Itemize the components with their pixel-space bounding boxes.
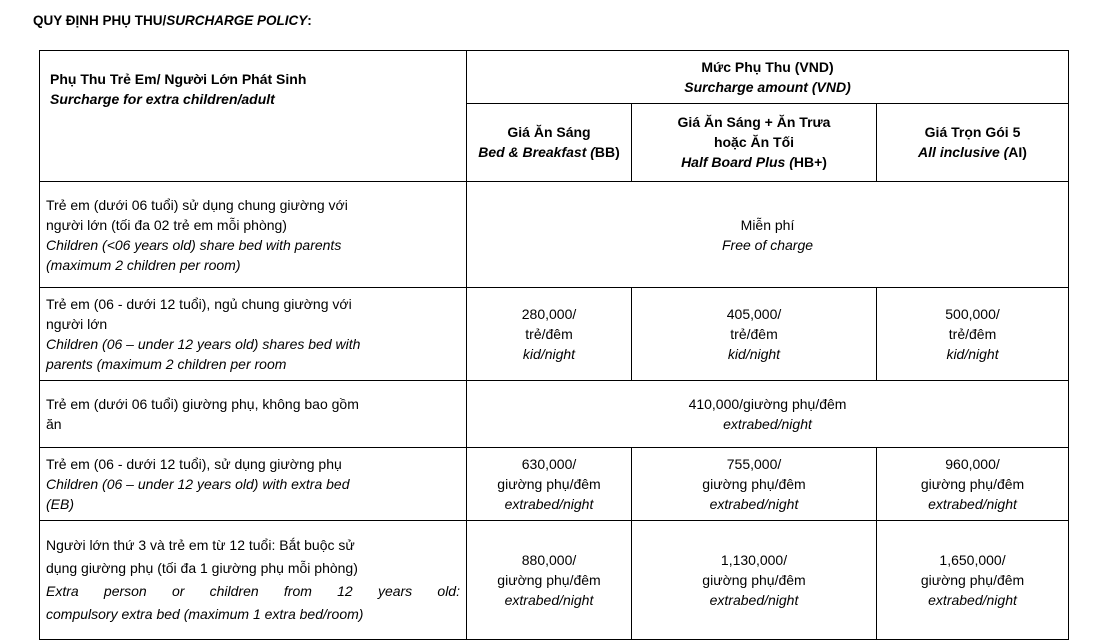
row-desc-vi-2: ăn bbox=[46, 416, 62, 433]
header-hb-en: Half Board Plus ( bbox=[681, 154, 794, 171]
price-unit-en: kid/night bbox=[727, 346, 781, 363]
row-description bbox=[40, 288, 467, 381]
header-hb-vi-1: Giá Ăn Sáng + Ăn Trưa bbox=[677, 114, 831, 131]
price-unit-en: extrabed/night bbox=[504, 495, 594, 512]
price-unit-en: extrabed/night bbox=[709, 495, 799, 512]
header-first-col-vi: Phụ Thu Trẻ Em/ Người Lớn Phát Sinh bbox=[50, 71, 307, 87]
title-en: SURCHARGE POLICY bbox=[166, 13, 308, 28]
price-unit-en: kid/night bbox=[946, 346, 999, 363]
row-desc-vi-1: Người lớn thứ 3 và trẻ em từ 12 tuổi: Bắt buộc sử bbox=[46, 536, 355, 553]
price-cell-bb bbox=[467, 288, 632, 381]
price-value: 630,000/ bbox=[521, 455, 577, 472]
header-bb-vi: Giá Ăn Sáng bbox=[507, 124, 591, 141]
price-unit-vi: giường phụ/đêm bbox=[920, 475, 1025, 492]
row-description bbox=[40, 381, 467, 448]
header-surcharge-amount bbox=[467, 51, 1069, 104]
price-value: 880,000/ bbox=[521, 551, 577, 568]
price-unit-en: extrabed/night bbox=[504, 591, 594, 608]
price-cell-hb bbox=[632, 520, 877, 639]
row-desc-vi-1: Trẻ em (06 - dưới 12 tuổi), ngủ chung giường với bbox=[46, 296, 352, 313]
header-hb-vi-2: hoặc Ăn Tối bbox=[713, 134, 795, 151]
header-hb-code: HB+) bbox=[793, 154, 827, 171]
price-value: 405,000/ bbox=[726, 306, 782, 323]
header-group-vi: Mức Phụ Thu (VND) bbox=[701, 58, 834, 75]
row-desc-vi-2: người lớn (tối đa 02 trẻ em mỗi phòng) bbox=[46, 216, 287, 233]
row-desc-en-2: (maximum 2 children per room) bbox=[46, 256, 241, 273]
header-first-col-en: Surcharge for extra children/adult bbox=[50, 91, 275, 107]
table-row bbox=[40, 288, 1069, 381]
price-cell-hb bbox=[632, 288, 877, 381]
table-row bbox=[40, 448, 1069, 521]
row-description bbox=[40, 182, 467, 288]
price-cell-ai bbox=[877, 288, 1069, 381]
page-title bbox=[33, 13, 312, 28]
row-desc-en-1: Extra person or children from 12 years old: bbox=[46, 582, 460, 599]
price-value: 280,000/ bbox=[521, 306, 577, 323]
row-description bbox=[40, 520, 467, 639]
price-unit-vi: giường phụ/đêm bbox=[702, 571, 806, 588]
price-unit-vi: giường phụ/đêm bbox=[920, 571, 1025, 588]
price-cell-bb bbox=[467, 448, 632, 521]
free-of-charge-vi: Miễn phí bbox=[740, 216, 795, 233]
table-row bbox=[40, 381, 1069, 448]
price-value: 1,130,000/ bbox=[720, 551, 788, 568]
price-unit-vi: trẻ/đêm bbox=[730, 326, 778, 343]
price-unit-en: extrabed/night bbox=[709, 591, 799, 608]
header-group-en: Surcharge amount (VND) bbox=[684, 78, 851, 95]
row-desc-en-2: compulsory extra bed (maximum 1 extra bed/room) bbox=[46, 605, 364, 622]
header-row-1 bbox=[40, 51, 1069, 104]
header-ai-code: AI) bbox=[1008, 144, 1027, 161]
row-desc-vi-2: dụng giường phụ (tối đa 1 giường phụ mỗi phòng) bbox=[46, 559, 358, 576]
price-unit-vi: giường phụ/đêm bbox=[497, 475, 601, 492]
price-unit-en: extrabed/night bbox=[928, 495, 1017, 512]
title-vi: QUY ĐỊNH PHỤ THU/ bbox=[33, 13, 167, 28]
extrabed-price-en: extrabed/night bbox=[723, 416, 812, 433]
price-unit-vi: giường phụ/đêm bbox=[497, 571, 601, 588]
row-desc-en-1: Children (06 – under 12 years old) shares bed with bbox=[46, 336, 361, 353]
row-desc-vi-1: Trẻ em (06 - dưới 12 tuổi), sử dụng giường phụ bbox=[46, 455, 342, 472]
row-desc-en-2: (EB) bbox=[46, 495, 74, 512]
header-ai-en: All inclusive ( bbox=[918, 144, 1009, 161]
price-cell-hb bbox=[632, 448, 877, 521]
row-merged-value bbox=[467, 381, 1069, 448]
price-value: 500,000/ bbox=[945, 306, 1000, 323]
table-row bbox=[40, 182, 1069, 288]
header-bb-en: Bed & Breakfast ( bbox=[478, 144, 595, 161]
price-unit-en: kid/night bbox=[522, 346, 576, 363]
free-of-charge-en: Free of charge bbox=[721, 236, 814, 253]
price-cell-ai bbox=[877, 448, 1069, 521]
row-description bbox=[40, 448, 467, 521]
row-desc-vi-1: Trẻ em (dưới 06 tuổi) sử dụng chung giường với bbox=[46, 196, 348, 213]
header-bb bbox=[467, 103, 632, 182]
row-desc-en-1: Children (<06 years old) share bed with parents bbox=[46, 236, 342, 253]
header-ai bbox=[877, 103, 1069, 182]
price-unit-vi: giường phụ/đêm bbox=[702, 475, 806, 492]
row-merged-value bbox=[467, 182, 1069, 288]
price-value: 1,650,000/ bbox=[939, 551, 1006, 568]
header-ai-vi: Giá Trọn Gói 5 bbox=[924, 124, 1021, 141]
surcharge-table bbox=[39, 50, 1069, 640]
title-colon: : bbox=[307, 13, 312, 28]
price-cell-ai bbox=[877, 520, 1069, 639]
row-desc-vi-1: Trẻ em (dưới 06 tuổi) giường phụ, không bao gồm bbox=[46, 396, 359, 413]
price-unit-vi: trẻ/đêm bbox=[525, 326, 573, 343]
row-desc-en-1: Children (06 – under 12 years old) with extra bed bbox=[46, 475, 350, 492]
price-value: 960,000/ bbox=[945, 455, 1000, 472]
header-hb bbox=[632, 103, 877, 182]
price-value: 755,000/ bbox=[726, 455, 782, 472]
price-unit-en: extrabed/night bbox=[928, 591, 1017, 608]
price-cell-bb bbox=[467, 520, 632, 639]
header-surcharge-type bbox=[40, 51, 467, 182]
row-desc-vi-2: người lớn bbox=[46, 316, 108, 333]
header-bb-code: BB) bbox=[594, 144, 620, 161]
price-unit-vi: trẻ/đêm bbox=[948, 326, 997, 343]
extrabed-price-vi: 410,000/giường phụ/đêm bbox=[688, 396, 847, 413]
row-desc-en-2: parents (maximum 2 children per room bbox=[46, 356, 287, 373]
table-row bbox=[40, 520, 1069, 639]
